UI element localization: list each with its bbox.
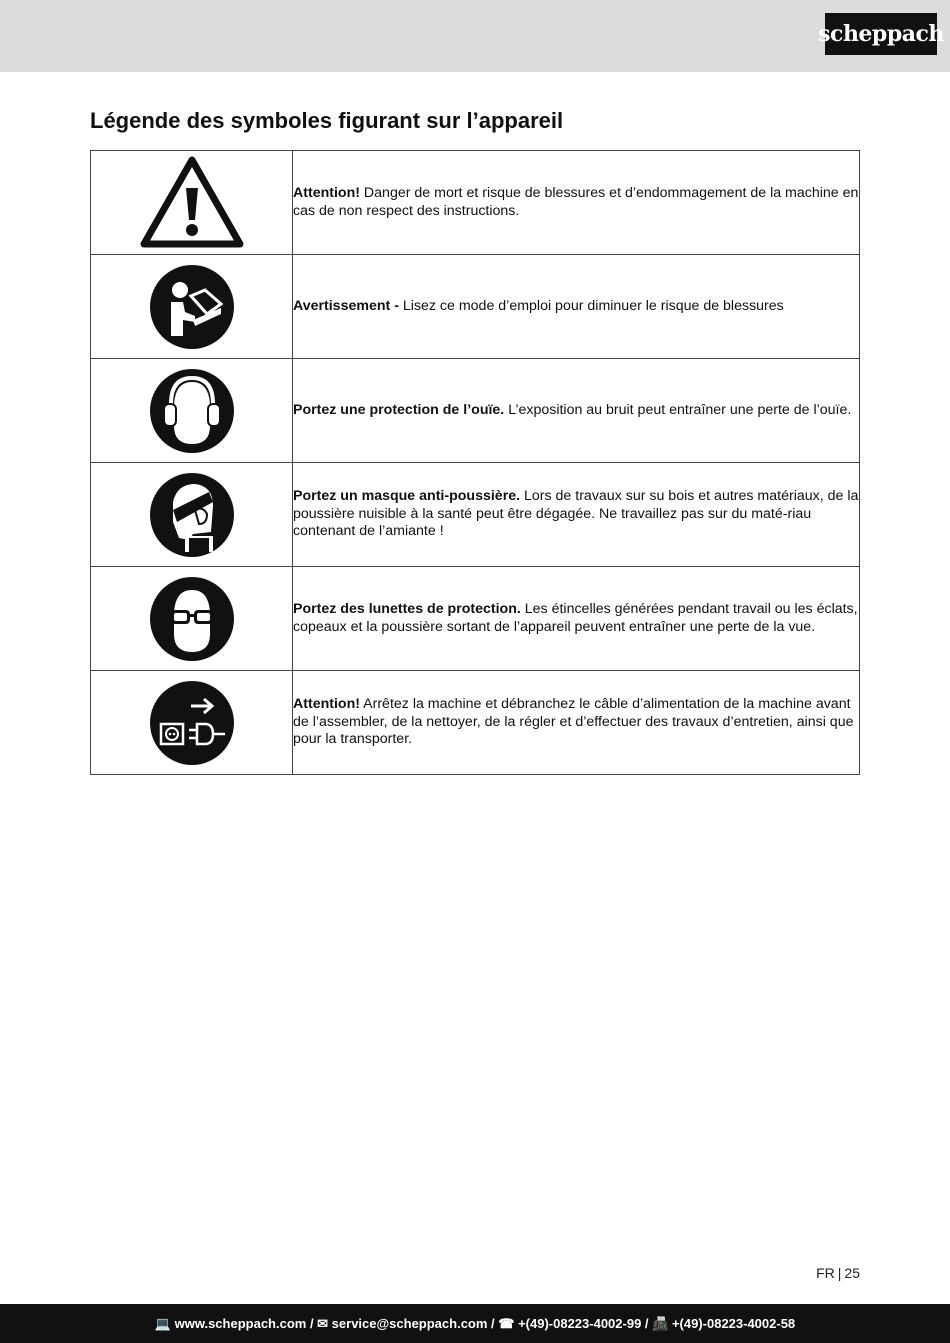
- table-row: [91, 463, 860, 567]
- symbol-cell: [91, 567, 293, 671]
- description-text: L’exposition au bruit peut entraîner une perte de l’ouïe.: [504, 401, 852, 418]
- brand-logo: scheppach: [825, 13, 937, 55]
- safety-goggles-icon: [149, 576, 235, 662]
- read-manual-icon: [149, 264, 235, 350]
- description-text: Arrêtez la machine et débranchez le câble d’alimentation de la machine avant de l’assembler, de la nettoyer, de la régler et d’effectuer des travaux d’entretien, ainsi que pour la transporter.: [293, 696, 854, 748]
- fax-number: 📠 +(49)-08223-4002-58: [652, 1315, 796, 1331]
- symbol-cell: [91, 255, 293, 359]
- description-bold: Attention!: [293, 185, 360, 201]
- description-bold: Avertissement -: [293, 297, 399, 314]
- table-row: [91, 255, 860, 359]
- unplug-icon: [149, 680, 235, 766]
- description-cell: [293, 463, 860, 567]
- page-number: [816, 1265, 860, 1281]
- description-text: Lors de travaux sur su bois et autres matériaux, de la poussière nuisible à la santé peut être dégagée. Ne travaillez pas sur du maté-riau contenant de l’amiante !: [293, 488, 859, 540]
- description-text: Lisez ce mode d’emploi pour diminuer le risque de blessures: [398, 297, 784, 314]
- description-cell: [293, 151, 860, 255]
- header-band: [0, 0, 950, 72]
- phone-number: ☎ +(49)-08223-4002-99 /: [498, 1315, 653, 1331]
- description-bold: Portez des lunettes de protection.: [293, 601, 521, 617]
- dust-mask-icon: [149, 472, 235, 558]
- table-row: [91, 567, 860, 671]
- website-link[interactable]: 💻 www.scheppach.com /: [154, 1315, 318, 1331]
- language-code: FR: [816, 1265, 835, 1281]
- symbol-cell: [91, 463, 293, 567]
- ear-protection-icon: [149, 368, 235, 454]
- table-row: [91, 671, 860, 775]
- description-cell: [293, 567, 860, 671]
- page-number-value: 25: [844, 1265, 860, 1281]
- page-separator: |: [837, 1265, 842, 1281]
- description-text: Danger de mort et risque de blessures et d’endommagement de la machine en cas de non respect des instructions.: [293, 185, 859, 219]
- symbol-cell: [91, 671, 293, 775]
- description-cell: [293, 255, 860, 359]
- warning-triangle-icon: [140, 156, 244, 250]
- symbol-cell: [91, 359, 293, 463]
- table-row: [91, 151, 860, 255]
- contact-footer: [0, 1304, 950, 1343]
- email-link[interactable]: ✉ service@scheppach.com /: [317, 1315, 499, 1331]
- description-cell: [293, 359, 860, 463]
- table-row: [91, 359, 860, 463]
- symbol-legend-table: [90, 150, 860, 775]
- description-cell: [293, 671, 860, 775]
- description-bold: Portez une protection de l’ouïe.: [293, 401, 505, 418]
- page-title: Légende des symboles figurant sur l’appareil: [90, 108, 564, 133]
- description-bold: Attention!: [293, 696, 360, 713]
- description-bold: Portez un masque anti-poussière.: [293, 488, 521, 505]
- description-text: Les étincelles générées pendant travail ou les éclats, copeaux et la poussière sortant de l’appareil peuvent entraîner une perte de la vue.: [293, 601, 858, 635]
- symbol-cell: [91, 151, 293, 255]
